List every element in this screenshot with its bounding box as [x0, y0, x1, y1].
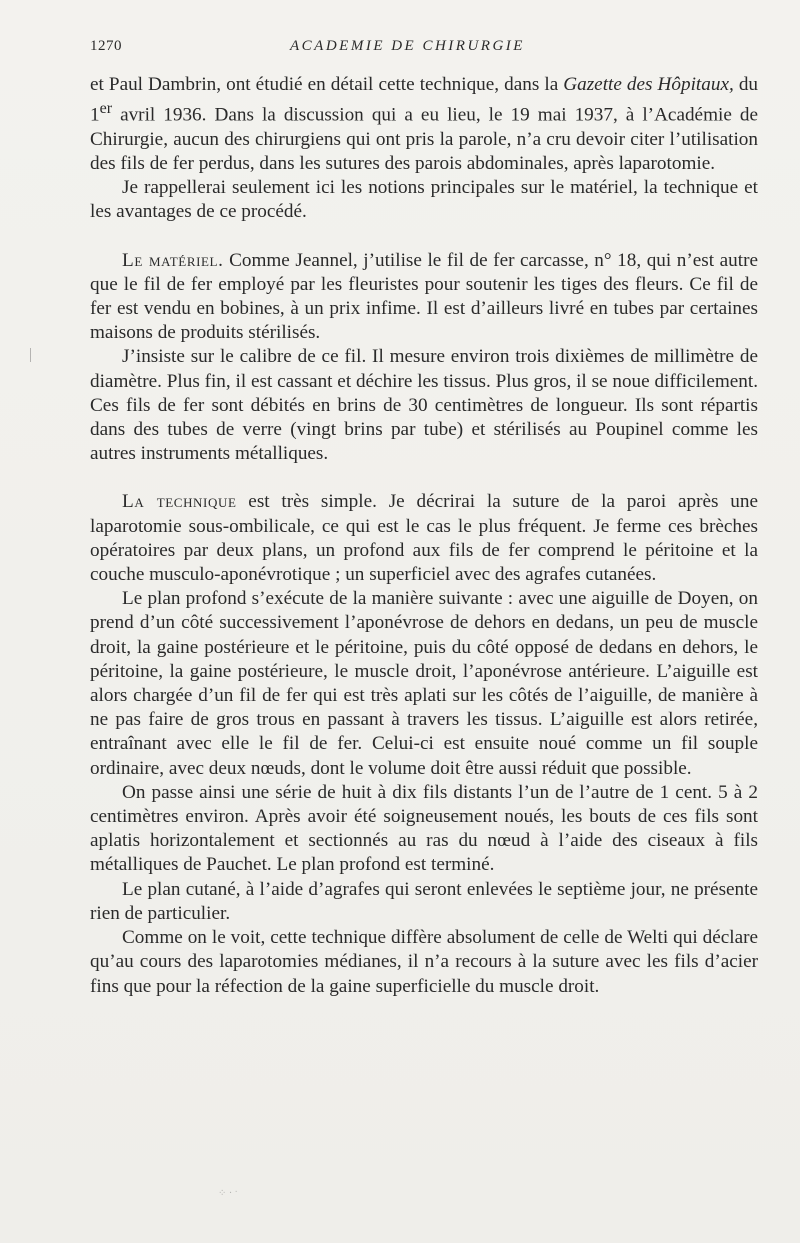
text-segment: J’insiste sur le calibre de ce fil. Il mesure environ trois dixièmes de millimètre de diamètre. Plus fin, il est cassant et déchire les tissus. Plus gros, il se noue difficilement. Ces fils de fer sont débités en brins de 30 centimètres de longueur. Ils sont répartis dans des tubes de verre (vingt brins par tube) et stérilisés au Poupinel comme les autres instruments métalliques.	[90, 346, 758, 465]
paragraph-p3	[90, 249, 758, 346]
paragraph-p7	[90, 781, 758, 878]
text-segment: Comme on le voit, cette technique diffère absolument de celle de Welti qui déclare qu’au cours des laparotomies médianes, il n’a recours à la suture avec les fils d’acier fins que pour la réfection de la gaine superficielle du muscle droit.	[90, 927, 758, 997]
paragraph-p5	[90, 490, 758, 587]
page-number: 1270	[90, 38, 122, 54]
margin-pen-mark	[30, 348, 31, 362]
paragraph-p9	[90, 926, 758, 999]
page-header	[90, 38, 760, 60]
running-title: ACADEMIE DE CHIRURGIE	[290, 38, 525, 54]
text-segment: On passe ainsi une série de huit à dix fils distants l’un de l’autre de 1 cent. 5 à 2 centimètres environ. Après avoir été soigneusement noués, les bouts de ces fils sont aplatis horizontalement et sectionnés au ras du nœud à l’aide des ciseaux à fils métalliques de Pauchet. Le plan profond est terminé.	[90, 781, 758, 876]
superscript-text: er	[99, 100, 113, 118]
text-segment: avril 1936. Dans la discussion qui a eu lieu, le 19 mai 1937, à l’Académie de Chirurgie, aucun des chirurgiens qui ont pris la parole, n’a cru devoir citer l’utilisation des fils de fer perdus, dans les sutures des parois abdominales, après laparotomie.	[90, 104, 758, 174]
text-segment: Comme Jeannel, j’utilise le fil de fer carcasse, n° 18, qui n’est autre que le fil de fer employé par les fleuristes pour soutenir les tiges des fleurs. Ce fil de fer est vendu en bobines, à un prix infime. Il est d’ailleurs livré en tubes par certaines maisons de produits stérilisés.	[90, 249, 758, 344]
paragraph-p8	[90, 878, 758, 926]
paragraph-p6	[90, 587, 758, 781]
text-segment: du 1	[90, 74, 759, 126]
section-heading: La technique	[122, 491, 237, 513]
paragraph-p1	[90, 73, 758, 176]
text-segment: est très simple. Je décrirai la suture de la paroi après une laparotomie sous-ombilicale, ce qui est le cas le plus fréquent. Je ferme ces brèches opératoires par deux plans, un profond aux fils de fer comprend le péritoine et la couche musculo-aponévrotique ; un superficiel avec des agrafes cutanées.	[90, 491, 759, 586]
section-heading: Le matériel.	[122, 249, 224, 271]
italic-text: Gazette des Hôpitaux,	[563, 74, 734, 95]
text-segment: et Paul Dambrin, ont étudié en détail cette technique, dans la	[90, 74, 564, 95]
text-segment: Je rappellerai seulement ici les notions principales sur le matériel, la technique et les avantages de ce procédé.	[90, 177, 758, 223]
text-segment: Le plan cutané, à l’aide d’agrafes qui seront enlevées le septième jour, ne présente rien de particulier.	[90, 878, 758, 924]
text-segment: Le plan profond s’exécute de la manière suivante : avec une aiguille de Doyen, on prend d’un côté successivement l’aponévrose de dehors en dedans, un peu de muscle droit, la gaine postérieure et le péritoine, puis du côté opposé de dedans en dehors, le péritoine, la gaine postérieure, le muscle droit, l’aponévrose antérieure. L’aiguille est alors chargée d’un fil de fer qui est très aplati sur les côtés de l’aiguille, de manière à ne pas faire de gros trous en passant à travers les tissus. L’aiguille est alors retirée, entraînant avec elle le fil de fer. Celui-ci est ensuite noué comme un fil souple ordinaire, avec deux nœuds, dont le volume doit être aussi réduit que possible.	[90, 588, 758, 779]
scan-speck: ⁘ · ˑ	[218, 1188, 238, 1199]
paragraph-p4	[90, 345, 758, 466]
paragraph-p2	[90, 176, 758, 224]
body-text	[90, 73, 758, 999]
